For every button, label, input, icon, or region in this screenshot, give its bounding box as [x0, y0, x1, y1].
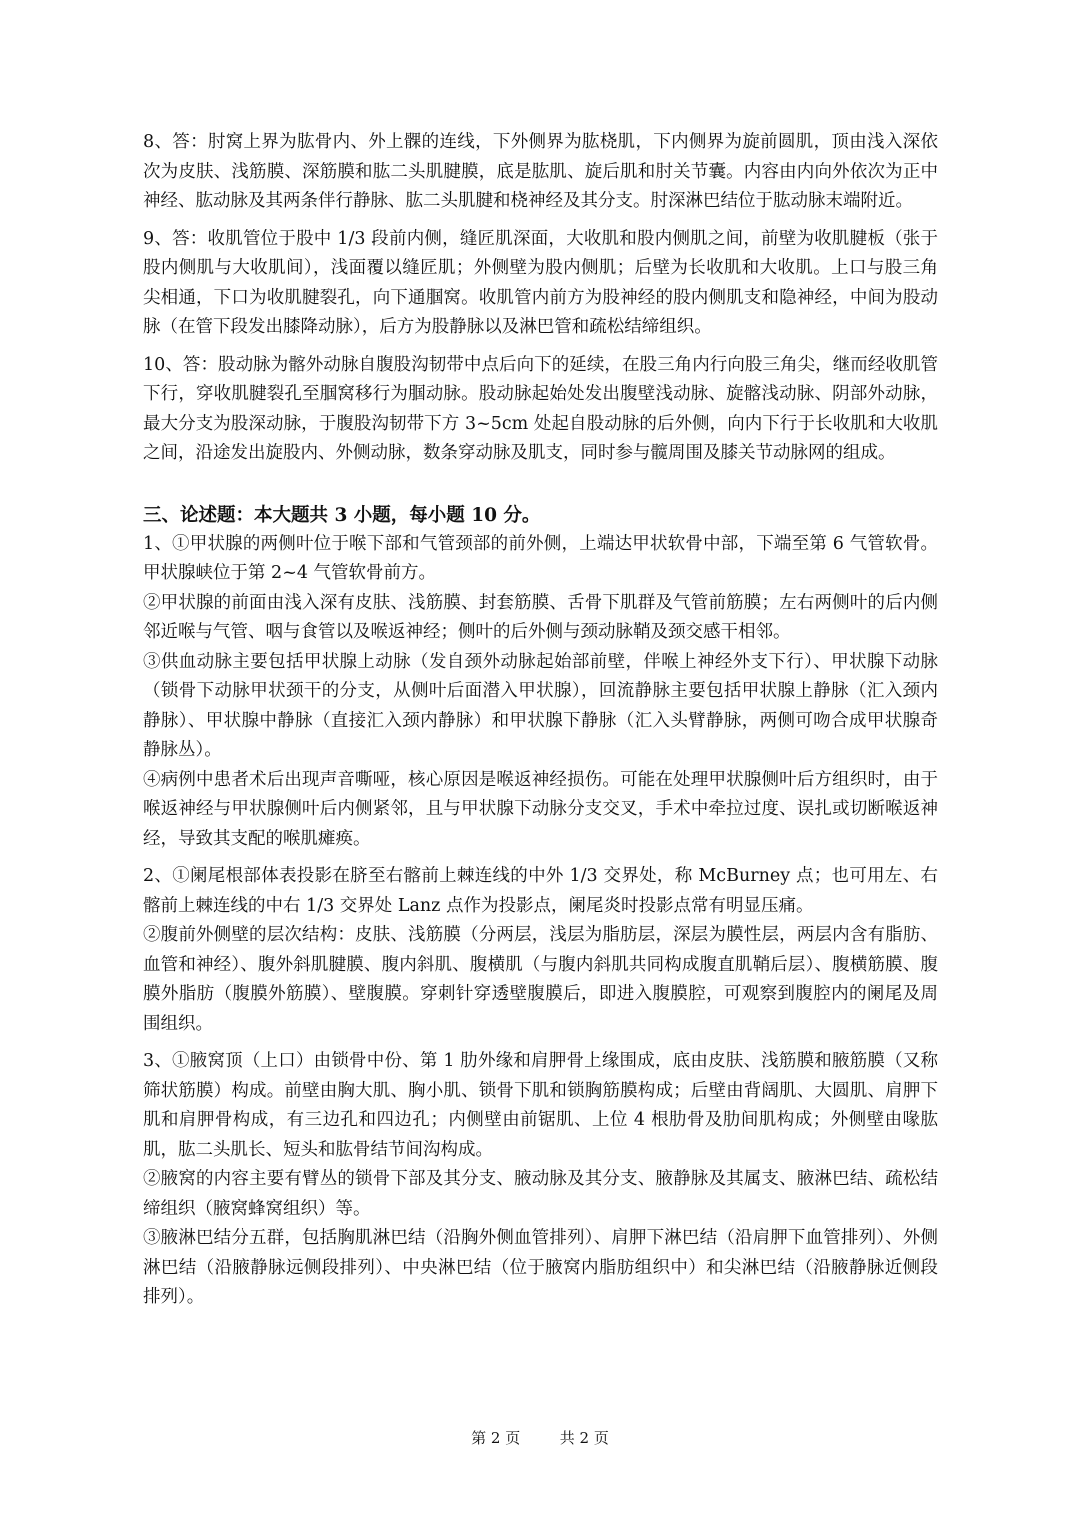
answer-9: 9、答：收肌管位于股中 1/3 段前内侧，缝匠肌深面，大收肌和股内侧肌之间，前壁为收肌腱板（张于股内侧肌与大收肌间），浅面覆以缝匠肌；外侧壁为股内侧肌；后壁为长收肌和大收肌。上口与股三角尖相通，下口为收肌腱裂孔，向下通腘窝。收肌管内前方为股神经的股内侧肌支和隐神经，中间为股动脉（在管下段发出膝降动脉），后方为股静脉以及淋巴管和疏松结缔组织。 — [143, 228, 938, 337]
q1-part-2: ②甲状腺的前面由浅入深有皮肤、浅筋膜、封套筋膜、舌骨下肌群及气管前筋膜；左右两侧叶的后内侧邻近喉与气管、咽与食管以及喉返神经；侧叶的后外侧与颈动脉鞘及颈交感干相邻。 — [143, 592, 938, 642]
q1-part-4: ④病例中患者术后出现声音嘶哑，核心原因是喉返神经损伤。可能在处理甲状腺侧叶后方组织时，由于喉返神经与甲状腺侧叶后内侧紧邻，且与甲状腺下动脉分支交叉，手术中牵拉过度、误扎或切断喉返神经，导致其支配的喉肌瘫痪。 — [143, 769, 938, 849]
page-footer — [0, 1428, 1080, 1448]
q1-part-3: ③供血动脉主要包括甲状腺上动脉（发自颈外动脉起始部前壁，伴喉上神经外支下行）、甲状腺下动脉（锁骨下动脉甲状颈干的分支，从侧叶后面潜入甲状腺），回流静脉主要包括甲状腺上静脉（汇入颈内静脉）、甲状腺中静脉（直接汇入颈内静脉）和甲状腺下静脉（汇入头臂静脉，两侧可吻合成甲状腺奇静脉丛）。 — [143, 651, 938, 760]
answer-10: 10、答：股动脉为髂外动脉自腹股沟韧带中点后向下的延续，在股三角内行向股三角尖，继而经收肌管下行，穿收肌腱裂孔至腘窝移行为腘动脉。股动脉起始处发出腹壁浅动脉、旋髂浅动脉、阴部外动脉，最大分支为股深动脉，于腹股沟韧带下方 3~5cm 处起自股动脉的后外侧，向内下行于长收肌和大收肌之间，沿途发出旋股内、外侧动脉，数条穿动脉及肌支，同时参与髋周围及膝关节动脉网的组成。 — [143, 354, 938, 463]
q3-part-1: 3、①腋窝顶（上口）由锁骨中份、第 1 肋外缘和肩胛骨上缘围成，底由皮肤、浅筋膜和腋筋膜（又称筛状筋膜）构成。前壁由胸大肌、胸小肌、锁骨下肌和锁胸筋膜构成；后壁由背阔肌、大圆肌、肩胛下肌和肩胛骨构成，有三边孔和四边孔；内侧壁由前锯肌、上位 4 根肋骨及肋间肌构成；外侧壁由喙肱肌，肱二头肌长、短头和肱骨结节间沟构成。 — [143, 1051, 938, 1160]
q2-part-1: 2、①阑尾根部体表投影在脐至右髂前上棘连线的中外 1/3 交界处，称 McBurney 点；也可用左、右髂前上棘连线的中右 1/3 交界处 Lanz 点作为投影点，阑尾炎时投影点常有明显压痛。 — [143, 866, 938, 916]
document-page — [143, 128, 938, 1313]
essay-question-3 — [143, 1047, 938, 1313]
answer-8: 8、答：肘窝上界为肱骨内、外上髁的连线，下外侧界为肱桡肌，下内侧界为旋前圆肌，顶由浅入深依次为皮肤、浅筋膜、深筋膜和肱二头肌腱膜，底是肱肌、旋后肌和肘关节囊。内容由内向外依次为正中神经、肱动脉及其两条伴行静脉、肱二头肌腱和桡神经及其分支。肘深淋巴结位于肱动脉末端附近。 — [143, 132, 938, 211]
section-3-heading: 三、论述题：本大题共 3 小题，每小题 10 分。 — [143, 504, 541, 526]
q3-part-2: ②腋窝的内容主要有臂丛的锁骨下部及其分支、腋动脉及其分支、腋静脉及其属支、腋淋巴结、疏松结缔组织（腋窝蜂窝组织）等。 — [143, 1169, 938, 1219]
essay-question-1 — [143, 530, 938, 855]
page-number: 第 2 页 — [471, 1429, 521, 1447]
page-total: 共 2 页 — [559, 1429, 609, 1447]
q3-part-3: ③腋淋巴结分五群，包括胸肌淋巴结（沿胸外侧血管排列）、肩胛下淋巴结（沿肩胛下血管排列）、外侧淋巴结（沿腋静脉远侧段排列）、中央淋巴结（位于腋窝内脂肪组织中）和尖淋巴结（沿腋静脉近侧段排列）。 — [143, 1228, 938, 1307]
q1-part-1: 1、①甲状腺的两侧叶位于喉下部和气管颈部的前外侧，上端达甲状软骨中部，下端至第 6 气管软骨。甲状腺峡位于第 2~4 气管软骨前方。 — [143, 533, 938, 583]
q2-part-2: ②腹前外侧壁的层次结构：皮肤、浅筋膜（分两层，浅层为脂肪层，深层为膜性层，两层内含有脂肪、血管和神经）、腹外斜肌腱膜、腹内斜肌、腹横肌（与腹内斜肌共同构成腹直肌鞘后层）、腹横筋膜、腹膜外脂肪（腹膜外筋膜）、壁腹膜。穿刺针穿透壁腹膜后，即进入腹膜腔，可观察到腹腔内的阑尾及周围组织。 — [143, 925, 938, 1034]
essay-question-2 — [143, 862, 938, 1039]
